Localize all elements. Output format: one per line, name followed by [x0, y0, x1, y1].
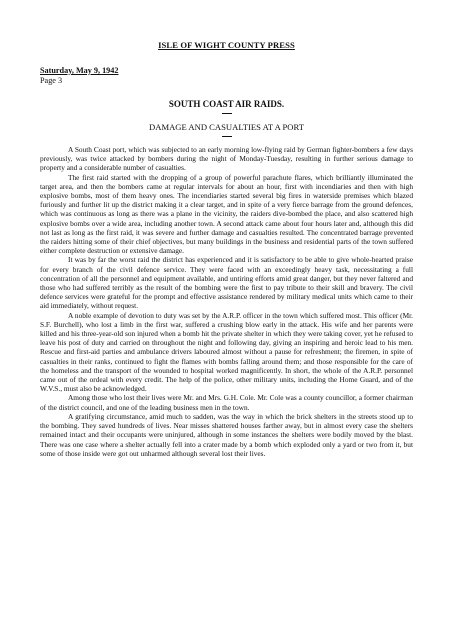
article-paragraph: A South Coast port, which was subjected to an early morning low-flying raid by German fighter-bombers a few days previously, was twice attacked by bombers during the night of Monday-Tuesday, resulting in further serious damage to property and a considerable number of casualties. — [40, 145, 413, 173]
article-headline: SOUTH COAST AIR RAIDS. — [168, 99, 285, 109]
article-paragraph: The first raid started with the dropping of a group of powerful parachute flares, which brilliantly illuminated the target area, and then the bombers came at regular intervals for about an hour, first with incendiaries and then with high explosive bombs, most of them heavy ones. The incendiaries started several big fires in waterside premises which blazed furiously and further lit up the district making it a clear target, and in spite of a very fierce barrage from the ground defences, which was continuous as long as there was a plane in the vicinity, the raiders dive-bombed the place, and also scattered high explosive bombs over a wide area, including another town. A second attack came about four hours later and, although this did not last as long as the first raid, it was severe and further damage and casualties resulted. The concentrated barrage prevented the raiders hitting some of their chief objectives, but many buildings in the business and residential parts of the town suffered either complete destruction or extensive damage. — [40, 172, 413, 256]
headline-divider — [222, 113, 232, 114]
article-paragraph: A noble example of devotion to duty was set by the A.R.P. officer in the town which suffered most. This officer (Mr. S.F. Burchell), who lost a limb in the first war, suffered a crushing blow early in the attack. His wife and her parents were killed and his three-year-old son injured when a bomb hit the private shelter in which they were taking cover, yet he refused to leave his post of duty and carried on throughout the night and following day, giving an inspiring and heroic lead to his men. Rescue and first-aid parties and ambulance drivers laboured almost without a pause for refreshment; the firemen, in spite of casualties in their ranks, continued to fight the flames with bombs falling around them; and those responsible for the care of the homeless and the transport of the wounded to hospital worked magnificently. In short, the whole of the A.R.P. personnel came out of the ordeal with every credit. The help of the police, other military units, including the Home Guard, and of the W.V.S., must also be acknowledged. — [40, 310, 413, 394]
article-paragraph: Among those who lost their lives were Mr. and Mrs. G.H. Cole. Mr. Cole was a county councillor, a former chairman of the district council, and one of the leading business men in the town. — [40, 393, 413, 412]
subheadline-divider — [222, 136, 232, 137]
newspaper-title: ISLE OF WIGHT COUNTY PRESS — [158, 40, 295, 50]
page-number: Page 3 — [40, 75, 63, 85]
article-paragraph: A gratifying circumstance, amid much to sadden, was the way in which the brick shelters in the streets stood up to the bombing. They saved hundreds of lives. Near misses shattered houses farther away, but in almost every case the shelters remained intact and their occupants were uninjured, although in some instances the shelters were bodily moved by the blast. There was one case where a shelter actually fell into a crater made by a bomb which exploded only a yard or two from it, but some of those inside were got out unharmed although several lost their lives. — [40, 411, 413, 458]
article-paragraph: It was by far the worst raid the district has experienced and it is satisfactory to be able to give whole-hearted praise for every branch of the civil defence service. They were faced with an exceedingly heavy task, necessitating a full concentration of all the personnel and equipment available, and untiring efforts amid great danger, but they never faltered and those who had suffered terribly as the result of the bombing were the first to pay tribute to their skill and bravery. The civil defence services were grateful for the prompt and effective assistance rendered by military medical units which came to their aid immediately, without request. — [40, 255, 413, 311]
article-body — [40, 145, 413, 458]
publication-date: Saturday, May 9, 1942 — [40, 66, 119, 75]
article-subheadline: DAMAGE AND CASUALTIES AT A PORT — [149, 122, 304, 132]
